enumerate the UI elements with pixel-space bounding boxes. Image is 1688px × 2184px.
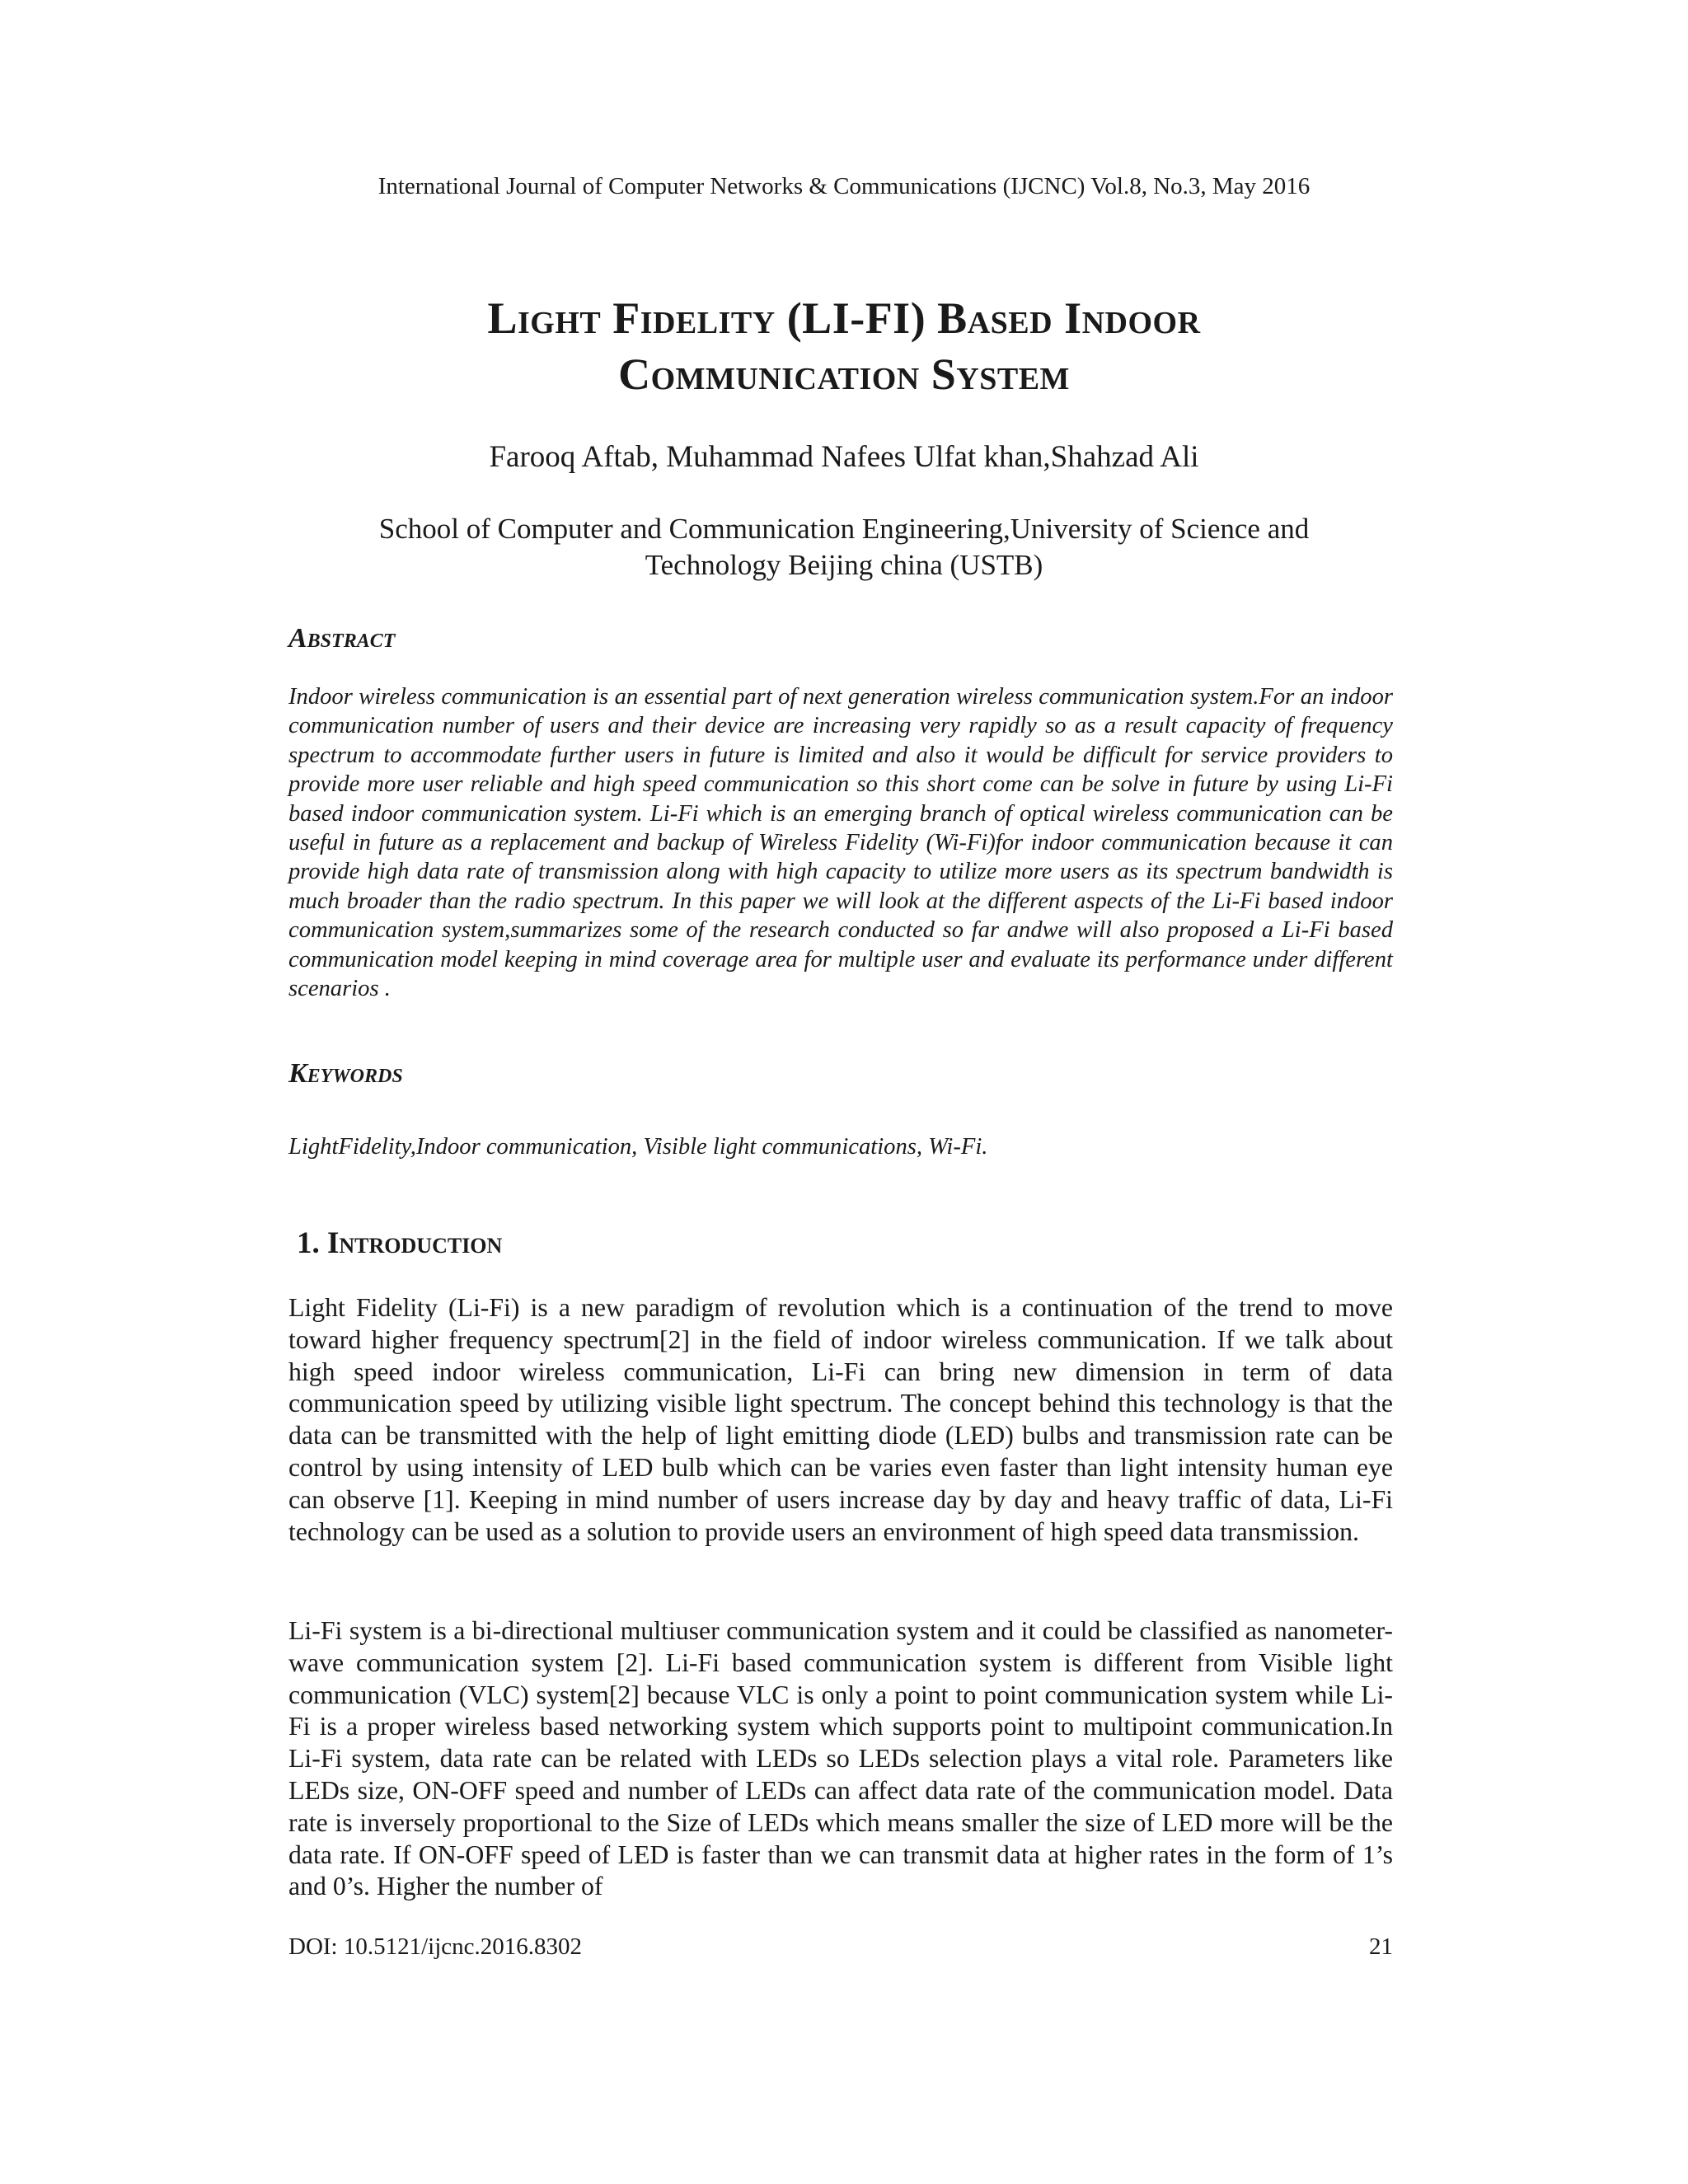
author-affiliation [0,511,1688,583]
paper-title-line-1: Light Fidelity (LI-FI) Based Indoor [487,293,1201,343]
doi-footer: DOI: 10.5121/ijcnc.2016.8302 [288,1933,583,1960]
paper-title [0,290,1688,402]
affiliation-line-1: School of Computer and Communication Engineering,University of Science and [378,513,1310,545]
abstract-heading: Abstract [288,623,396,654]
keywords-text: LightFidelity,Indoor communication, Visible light communications, Wi-Fi. [288,1134,988,1160]
journal-running-header: International Journal of Computer Networks & Communications (IJCNC) Vol.8, No.3, May 2016 [377,173,1311,199]
introduction-heading: 1. Introduction [297,1226,503,1260]
introduction-paragraph: Li-Fi system is a bi-directional multiuser communication system and it could be classified as nanometer-wave communication system [2]. Li-Fi based communication system is different from Visible light communication (VLC) system[2] because VLC is only a point to point communication system while Li-Fi is a proper wireless based networking system which supports point to multipoint communication.In Li-Fi system, data rate can be related with LEDs so LEDs selection plays a vital role. Parameters like LEDs size, ON-OFF speed and number of LEDs can affect data rate of the communication model. Data rate is inversely proportional to the Size of LEDs which means smaller the size of LED more will be the data rate. If ON-OFF speed of LED is faster than we can transmit data at higher rates in the form of 1’s and 0’s. Higher the number of [288,1616,1393,1901]
page-number: 21 [1369,1933,1393,1960]
introduction-paragraph: Light Fidelity (Li-Fi) is a new paradigm of revolution which is a continuation of the trend to move toward higher frequency spectrum[2] in the field of indoor wireless communication. If we talk about high speed indoor wireless communication, Li-Fi can bring new dimension in term of data communication speed by utilizing visible light spectrum. The concept behind this technology is that the data can be transmitted with the help of light emitting diode (LED) bulbs and transmission rate can be control by using intensity of LED bulb which can be varies even faster than light intensity human eye can observe [1]. Keeping in mind number of users increase day by day and heavy traffic of data, Li-Fi technology can be used as a solution to provide users an environment of high speed data transmission. [288,1293,1393,1546]
abstract-text: Indoor wireless communication is an essential part of next generation wireless communication system.For an indoor communication number of users and their device are increasing very rapidly so as a result capacity of frequency spectrum to accommodate further users in future is limited and also it would be difficult for service providers to provide more user reliable and high speed communication so this short come can be solve in future by using Li-Fi based indoor communication system. Li-Fi which is an emerging branch of optical wireless communication can be useful in future as a replacement and backup of Wireless Fidelity (Wi-Fi)for indoor communication because it can provide high data rate of transmission along with high capacity to utilize more users as its spectrum bandwidth is much broader than the radio spectrum. In this paper we will look at the different aspects of the Li-Fi based indoor communication system,summarizes some of the research conducted so far andwe will also proposed a Li-Fi based communication model keeping in mind coverage area for multiple user and evaluate its performance under different scenarios . [288,684,1393,1002]
paper-title-line-2: Communication System [618,349,1070,399]
affiliation-line-2: Technology Beijing china (USTB) [645,549,1043,581]
keywords-heading: Keywords [288,1058,403,1089]
author-list: Farooq Aftab, Muhammad Nafees Ulfat khan,Shahzad Ali [489,440,1199,474]
